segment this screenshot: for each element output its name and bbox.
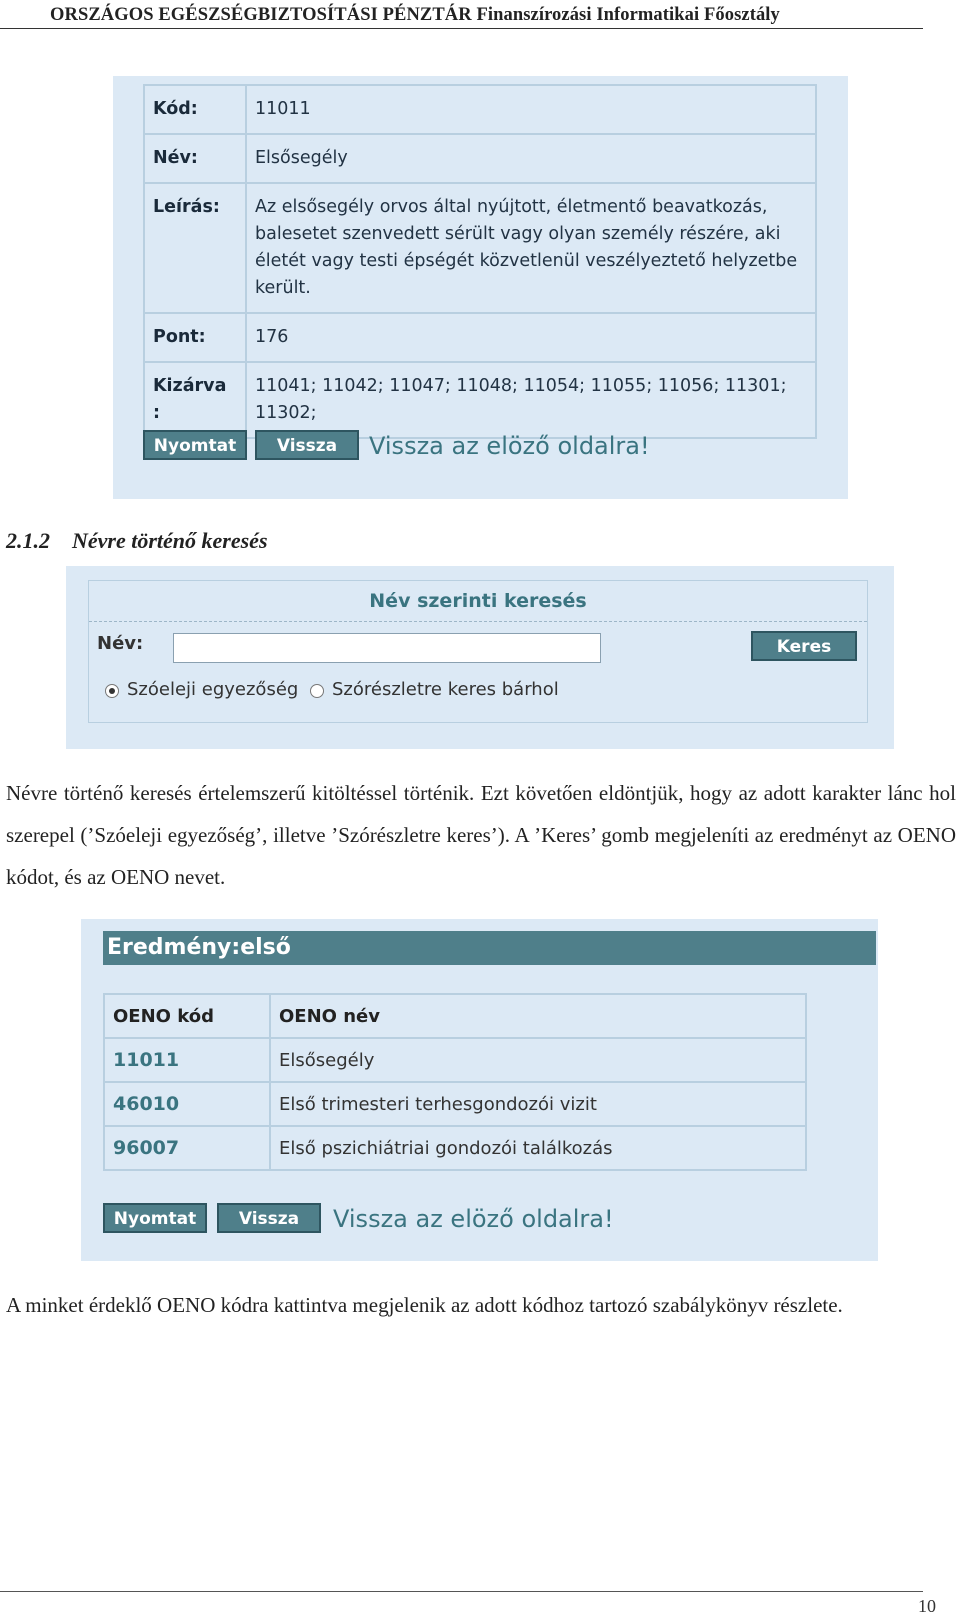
print-button[interactable]: Nyomtat: [103, 1203, 207, 1233]
detail-label: Pont:: [144, 313, 246, 362]
radio-prefix-label: Szóeleji egyezőség: [127, 679, 299, 700]
radio-prefix-match[interactable]: [105, 684, 119, 698]
oeno-code-link[interactable]: 11011: [104, 1038, 270, 1082]
detail-label: Kizárva :: [144, 362, 246, 438]
detail-label: Név:: [144, 134, 246, 183]
column-header-name: OENO név: [270, 994, 806, 1038]
detail-row: [144, 362, 816, 438]
detail-value: 11011: [246, 85, 816, 134]
oeno-name: Első trimesteri terhesgondozói vizit: [270, 1082, 806, 1126]
oeno-code-link[interactable]: 46010: [104, 1082, 270, 1126]
table-row: [104, 1126, 806, 1170]
detail-value: Elsősegély: [246, 134, 816, 183]
table-row: [104, 1038, 806, 1082]
name-label: Név:: [97, 633, 144, 654]
detail-table: [143, 84, 817, 439]
detail-label: Kód:: [144, 85, 246, 134]
detail-label: Leírás:: [144, 183, 246, 313]
page-number: 10: [918, 1596, 936, 1616]
result-screenshot: [81, 919, 878, 1261]
search-screenshot: [66, 566, 894, 749]
table-header-row: [104, 994, 806, 1038]
detail-value: Az elsősegély orvos által nyújtott, életmentő beavatkozás, balesetet szenvedett sérült vagy olyan személy részére, aki életét vagy testi épségét közvetlenül veszélyeztető helyzetbe került.: [246, 183, 816, 313]
search-button[interactable]: Keres: [751, 631, 857, 661]
search-form: [88, 580, 868, 723]
oeno-name: Elsősegély: [270, 1038, 806, 1082]
name-input[interactable]: [173, 633, 601, 663]
detail-value: 11041; 11042; 11047; 11048; 11054; 11055; 11056; 11301; 11302;: [246, 362, 816, 438]
print-button[interactable]: Nyomtat: [143, 430, 247, 460]
detail-row: [144, 183, 816, 313]
oeno-name: Első pszichiátriai gondozói találkozás: [270, 1126, 806, 1170]
oeno-code-link[interactable]: 96007: [104, 1126, 270, 1170]
detail-value: 176: [246, 313, 816, 362]
table-row: [104, 1082, 806, 1126]
detail-row: [144, 134, 816, 183]
result-title: Eredmény:első: [103, 931, 876, 965]
paragraph-search-description: Névre történő keresés értelemszerű kitöltéssel történik. Ezt követően eldöntjük, hogy az adott karakter lánc hol szerepel (’Szóeleji egyezőség’, illetve ’Szórészletre keres’). A ’Keres’ gomb megjeleníti az eredményt az OENO kódot, és az OENO nevet.: [6, 781, 956, 889]
header-title: ORSZÁGOS EGÉSZSÉGBIZTOSÍTÁSI PÉNZTÁR Finanszírozási Informatikai Főosztály: [50, 5, 780, 25]
column-header-code: OENO kód: [104, 994, 270, 1038]
radio-substring-match[interactable]: [310, 684, 324, 698]
result-table: [103, 993, 807, 1171]
detail-row: [144, 313, 816, 362]
paragraph-result-description: A minket érdeklő OENO kódra kattintva megjelenik az adott kódhoz tartozó szabálykönyv részlete.: [6, 1293, 843, 1317]
detail-row: [144, 85, 816, 134]
header-rule: [0, 28, 923, 29]
back-link[interactable]: Vissza az elöző oldalra!: [369, 432, 650, 460]
search-title: Név szerinti keresés: [89, 581, 867, 622]
back-link[interactable]: Vissza az elöző oldalra!: [333, 1205, 614, 1233]
back-button[interactable]: Vissza: [255, 430, 359, 460]
page-header: [0, 0, 960, 30]
section-heading: 2.1.2 Névre történő keresés: [6, 528, 268, 553]
radio-substring-label: Szórészletre keres bárhol: [332, 679, 559, 700]
back-button[interactable]: Vissza: [217, 1203, 321, 1233]
detail-screenshot: [113, 76, 848, 499]
footer-rule: [0, 1591, 923, 1592]
